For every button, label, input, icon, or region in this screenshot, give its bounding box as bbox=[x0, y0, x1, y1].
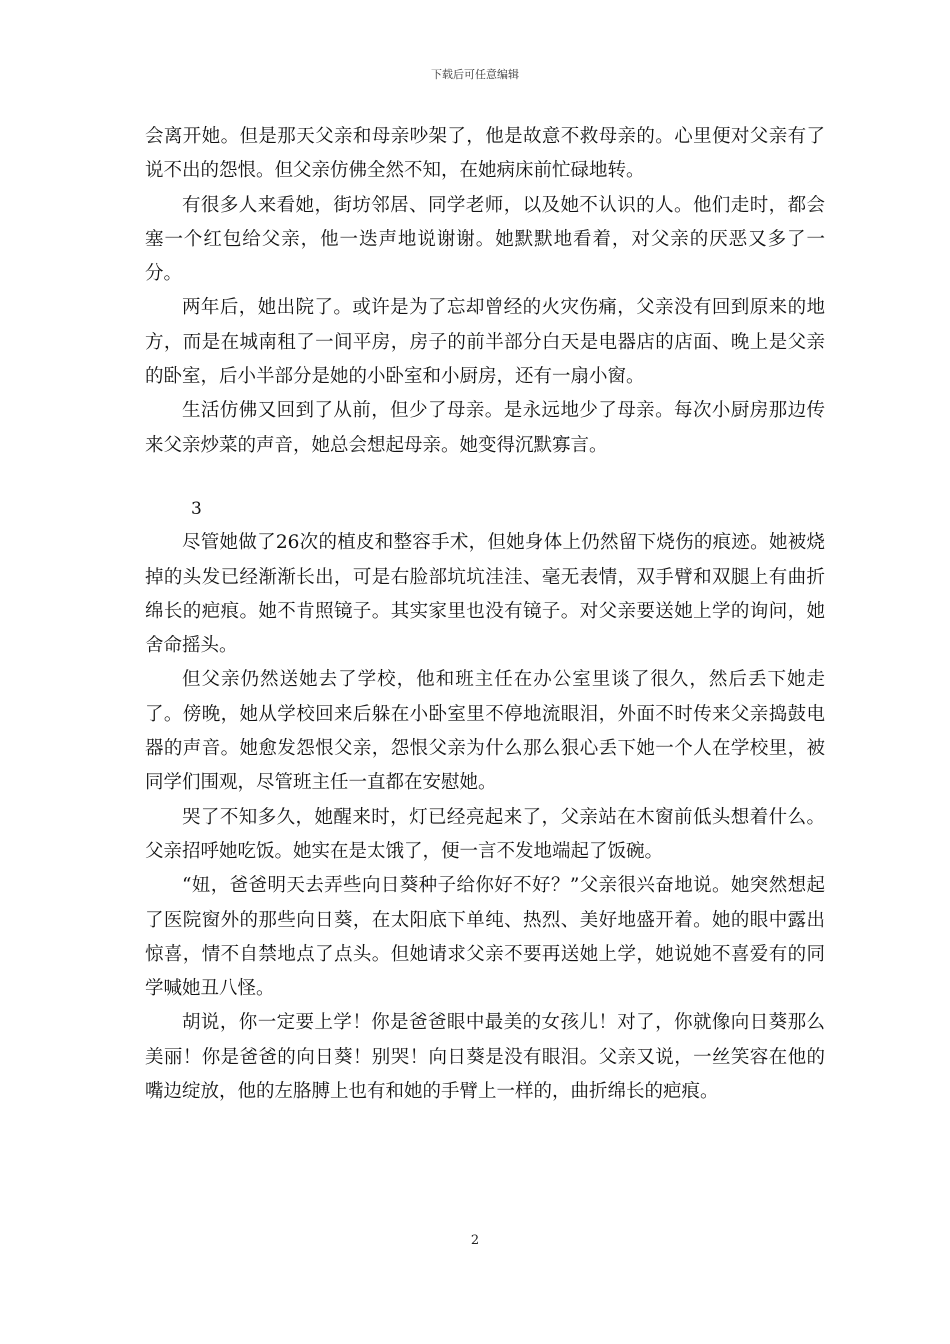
page-header: 下载后可任意编辑 bbox=[431, 68, 519, 81]
paragraph: 尽管她做了26次的植皮和整容手术，但她身体上仍然留下烧伤的痕迹。她被烧掉的头发已经渐渐长出，可是右脸部坑坑洼洼、毫无表情，双手臂和双腿上有曲折绵长的疤痕。她不肯照镜子。其实家里也没有镜子。对父亲要送她上学的询问，她舍命摇头。 bbox=[145, 532, 825, 657]
paragraph: 两年后，她出院了。或许是为了忘却曾经的火灾伤痛，父亲没有回到原来的地方，而是在城南租了一间平房，房子的前半部分白天是电器店的店面、晚上是父亲的卧室，后小半部分是她的小卧室和小厨房，还有一扇小窗。 bbox=[145, 297, 825, 388]
paragraph: 胡说，你一定要上学！你是爸爸眼中最美的女孩儿！对了，你就像向日葵那么美丽！你是爸爸的向日葵！别哭！向日葵是没有眼泪。父亲又说，一丝笑容在他的嘴边绽放，他的左胳膊上也有和她的手臂上一样的，曲折绵长的疤痕。 bbox=[145, 1012, 825, 1103]
section-spacer bbox=[145, 463, 825, 492]
paragraph: 哭了不知多久，她醒来时，灯已经亮起来了，父亲站在木窗前低头想着什么。父亲招呼她吃饭。她实在是太饿了，便一言不发地端起了饭碗。 bbox=[145, 806, 825, 862]
paragraph: 有很多人来看她，街坊邻居、同学老师，以及她不认识的人。他们走时，都会塞一个红包给父亲，他一迭声地说谢谢。她默默地看着，对父亲的厌恶又多了一分。 bbox=[145, 194, 825, 285]
document-body bbox=[145, 120, 825, 1109]
paragraph-continued: 会离开她。但是那天父亲和母亲吵架了，他是故意不救母亲的。心里便对父亲有了说不出的怨恨。但父亲仿佛全然不知，在她病床前忙碌地转。 bbox=[145, 126, 825, 182]
paragraph: 但父亲仍然送她去了学校，他和班主任在办公室里谈了很久，然后丢下她走了。傍晚，她从学校回来后躲在小卧室里不停地流眼泪，外面不时传来父亲捣鼓电器的声音。她愈发怨恨父亲，怨恨父亲为什么那么狠心丢下她一个人在学校里，被同学们围观，尽管班主任一直都在安慰她。 bbox=[145, 669, 825, 794]
section-number: 3 bbox=[191, 498, 202, 519]
paragraph: 生活仿佛又回到了从前，但少了母亲。是永远地少了母亲。每次小厨房那边传来父亲炒菜的声音，她总会想起母亲。她变得沉默寡言。 bbox=[145, 400, 825, 456]
paragraph: “妞，爸爸明天去弄些向日葵种子给你好不好？”父亲很兴奋地说。她突然想起了医院窗外的那些向日葵，在太阳底下单纯、热烈、美好地盛开着。她的眼中露出惊喜，情不自禁地点了点头。但她请求父亲不要再送她上学，她说她不喜爱有的同学喊她丑八怪。 bbox=[145, 875, 825, 1000]
page-number: 2 bbox=[470, 1233, 480, 1248]
